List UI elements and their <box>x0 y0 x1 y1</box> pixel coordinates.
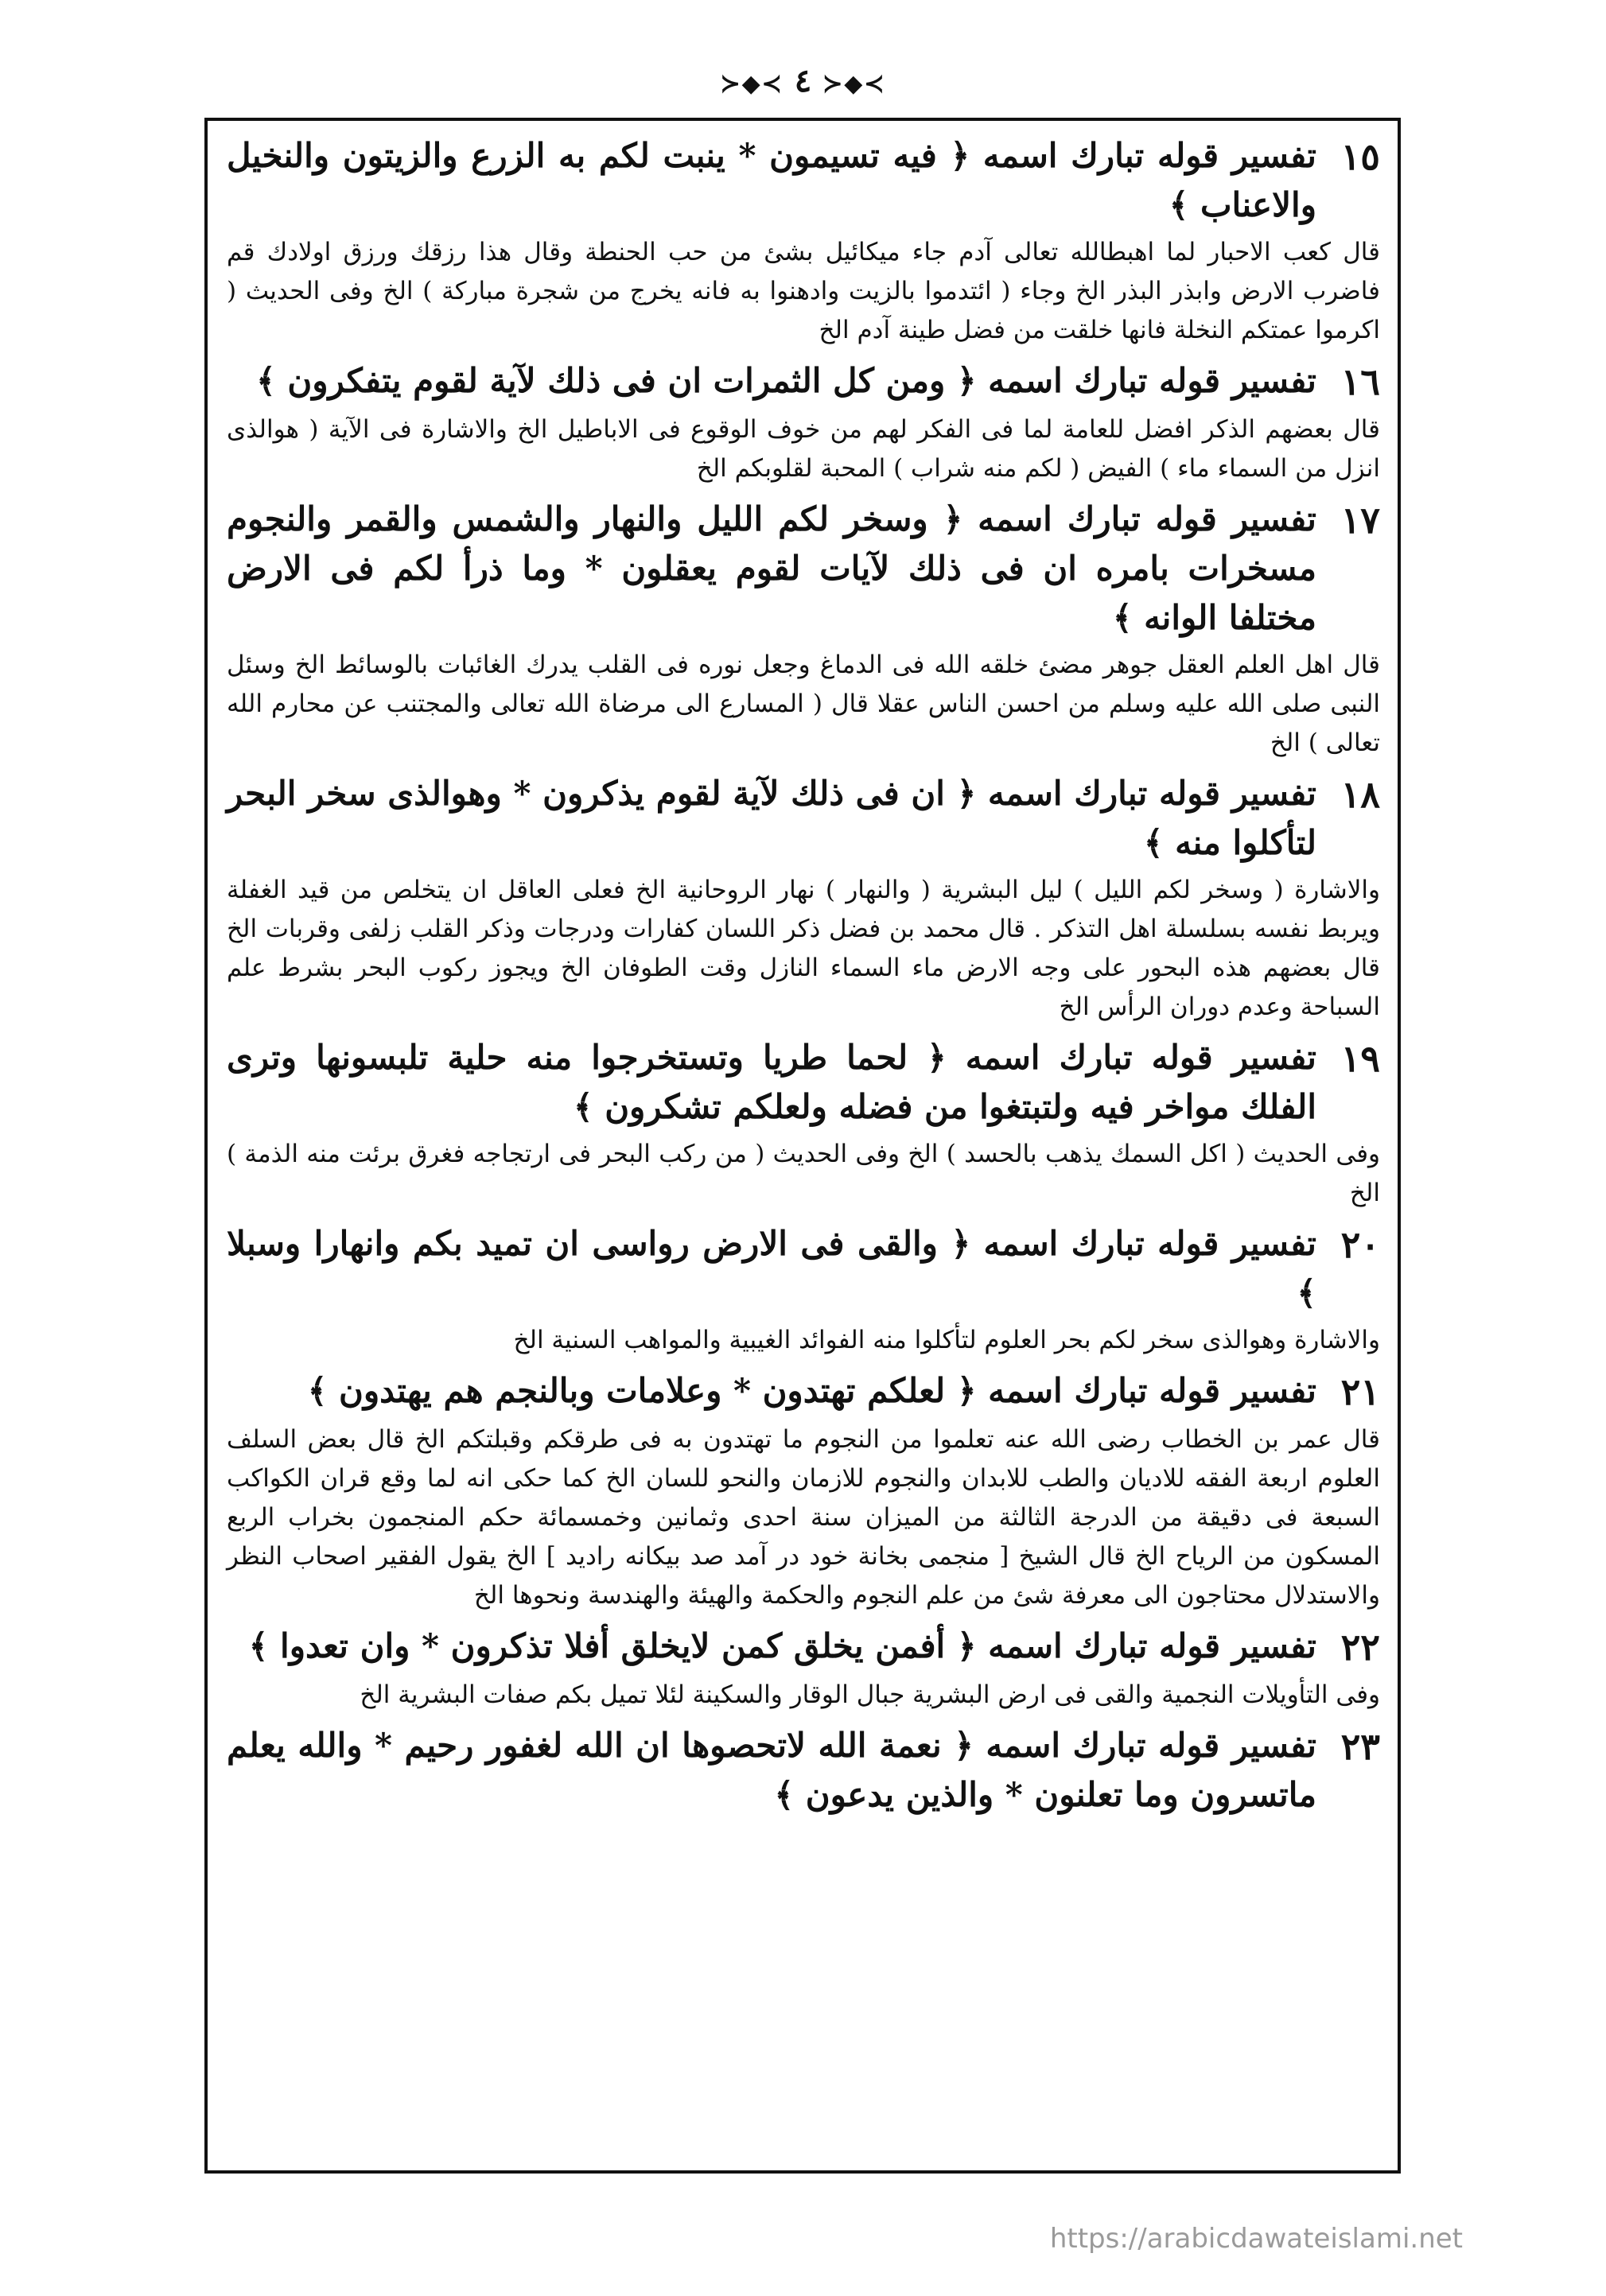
verse-number: ١٨ <box>1340 773 1380 816</box>
verse-number: ١٩ <box>1340 1037 1380 1080</box>
verse-line <box>227 356 1380 407</box>
verse-number: ٢٠ <box>1340 1223 1380 1266</box>
entry-20 <box>227 1219 1380 1360</box>
verse-text: تفسير قوله تبارك اسمه ﴿ لحما طريا وتستخرجوا منه حلية تلبسونها وترى الفلك مواخر فيه ولتبتغوا من فضله ولعلكم تشكرون ﴾ <box>227 1038 1316 1126</box>
page-header <box>0 62 1606 99</box>
commentary-text: والاشارة ( وسخر لكم الليل ) ليل البشرية ( والنهار ) نهار الروحانية الخ فعلى العاقل ان يتخلص من قيد الغفلة ويربط نفسه بسلسلة اهل التذكر . قال محمد بن فضل ذكر اللسان كفارات ودرجات وذكر القلب زلفى وقربات الخ قال بعضهم هذه البحور على وجه الارض ماء السماء النازل وقت الطوفان الخ ويجوز ركوب البحر بشرط علم السباحة وعدم دوران الرأس الخ <box>227 876 1380 1021</box>
commentary-text: وفى الحديث ( اكل السمك يذهب بالحسد ) الخ وفى الحديث ( من ركب البحر فى ارتجاجه فغرق برئت منه الذمة ) الخ <box>227 1140 1380 1207</box>
verse-number: ١٦ <box>1340 360 1380 403</box>
entry-22 <box>227 1622 1380 1715</box>
verse-number: ١٥ <box>1340 135 1380 178</box>
entry-21 <box>227 1366 1380 1615</box>
verse-text: تفسير قوله تبارك اسمه ﴿ والقى فى الارض رواسى ان تميد بكم وانهارا وسبلا ﴾ <box>227 1224 1316 1312</box>
commentary-text: قال كعب الاحبار لما اهبطالله تعالى آدم جاء ميكائيل بشئ من حب الحنطة وقال هذا رزقك ورزق اولادك قم فاضرب الارض وابذر البذر الخ وجاء ( ائتدموا بالزيت وادهنوا به فانه يخرج من شجرة مباركة ) الخ وفى الحديث ( اكرموا عمتكم النخلة فانها خلقت من فضل طينة آدم الخ <box>227 238 1380 344</box>
verse-line <box>227 131 1380 230</box>
commentary-text: قال عمر بن الخطاب رضى الله عنه تعلموا من النجوم ما تهتدون به فى طرقكم وقبلتكم الخ قال بعض السلف العلوم اربعة الفقه للاديان والطب للابدان والنجوم للازمان والنحو للسان الخ كما حكى انه لما وقع قران الكواكب السبعة فى دقيقة من الدرجة الثالثة من الميزان سنة احدى وثمانين وخمسمائة حكم المنجمون بخراب الربع المسكون من الرياح الخ قال الشيخ [ منجمى بخانة خود در آمد صد بيكانه راديد ] الخ يقول الفقير اصحاب النظر والاستدلال محتاجون الى معرفة شئ من علم النجوم والحكمة والهيئة والهندسة ونحوها الخ <box>227 1425 1380 1610</box>
entry-17 <box>227 495 1380 763</box>
verse-text: تفسير قوله تبارك اسمه ﴿ ومن كل الثمرات ان فى ذلك لآية لقوم يتفكرون ﴾ <box>256 361 1316 400</box>
verse-text: تفسير قوله تبارك اسمه ﴿ نعمة الله لاتحصوها ان الله لغفور رحيم * والله يعلم ماتسرون وما تعلنون * والذين يدعون ﴾ <box>227 1726 1316 1814</box>
verse-line <box>227 1366 1380 1417</box>
entry-18 <box>227 769 1380 1027</box>
commentary-text: والاشارة وهوالذى سخر لكم بحر العلوم لتأكلوا منه الفوائد الغيبية والمواهب السنية الخ <box>513 1326 1380 1354</box>
entry-23 <box>227 1721 1380 1820</box>
verse-number: ٢١ <box>1340 1370 1380 1413</box>
verse-line <box>227 1622 1380 1672</box>
verse-text: تفسير قوله تبارك اسمه ﴿ ان فى ذلك لآية لقوم يذكرون * وهوالذى سخر البحر لتأكلوا منه ﴾ <box>227 774 1316 862</box>
page-content <box>227 131 1380 1826</box>
verse-text: تفسير قوله تبارك اسمه ﴿ أفمن يخلق كمن لايخلق أفلا تذكرون * وان تعدوا ﴾ <box>248 1626 1316 1665</box>
verse-number: ٢٢ <box>1340 1626 1380 1669</box>
verse-line <box>227 1033 1380 1132</box>
page-number: ٤ <box>794 62 812 99</box>
commentary-text: قال بعضهم الذكر افضل للعامة لما فى الفكر لهم من خوف الوقوع فى الاباطيل الخ والاشارة فى الآية ( هوالذى انزل من السماء ماء ) الفيض ( لكم منه شراب ) المحبة لقلوبكم الخ <box>227 415 1380 483</box>
ornament-right-icon: ≻◆≺ <box>720 69 784 98</box>
site-watermark: https://arabicdawateislami.net <box>1049 2223 1463 2255</box>
verse-line <box>227 769 1380 868</box>
verse-number: ٢٣ <box>1340 1725 1380 1768</box>
ornament-left-icon: ≻◆≺ <box>822 69 886 98</box>
verse-line <box>227 1219 1380 1318</box>
verse-number: ١٧ <box>1340 499 1380 542</box>
commentary-text: وفى التأويلات النجمية والقى فى ارض البشرية جبال الوقار والسكينة لئلا تميل بكم صفات البشرية الخ <box>360 1680 1380 1709</box>
entry-19 <box>227 1033 1380 1213</box>
verse-line <box>227 1721 1380 1820</box>
verse-line <box>227 495 1380 643</box>
verse-text: تفسير قوله تبارك اسمه ﴿ وسخر لكم الليل والنهار والشمس والقمر والنجوم مسخرات بامره ان فى ذلك لآيات لقوم يعقلون * وما ذرأ لكم فى الارض مختلفا الوانه ﴾ <box>227 499 1316 637</box>
verse-text: تفسير قوله تبارك اسمه ﴿ لعلكم تهتدون * وعلامات وبالنجم هم يهتدون ﴾ <box>307 1371 1316 1410</box>
verse-text: تفسير قوله تبارك اسمه ﴿ فيه تسيمون * ينبت لكم به الزرع والزيتون والنخيل والاعناب ﴾ <box>227 136 1316 224</box>
entry-16 <box>227 356 1380 488</box>
entry-15 <box>227 131 1380 350</box>
commentary-text: قال اهل العلم العقل جوهر مضئ خلقه الله فى الدماغ وجعل نوره فى القلب يدرك الغائبات بالوسائط الخ وسئل النبى صلى الله عليه وسلم من احسن الناس عقلا قال ( المسارع الى مرضاة الله تعالى والمجتنب عن محارم الله تعالى ) الخ <box>227 651 1380 757</box>
